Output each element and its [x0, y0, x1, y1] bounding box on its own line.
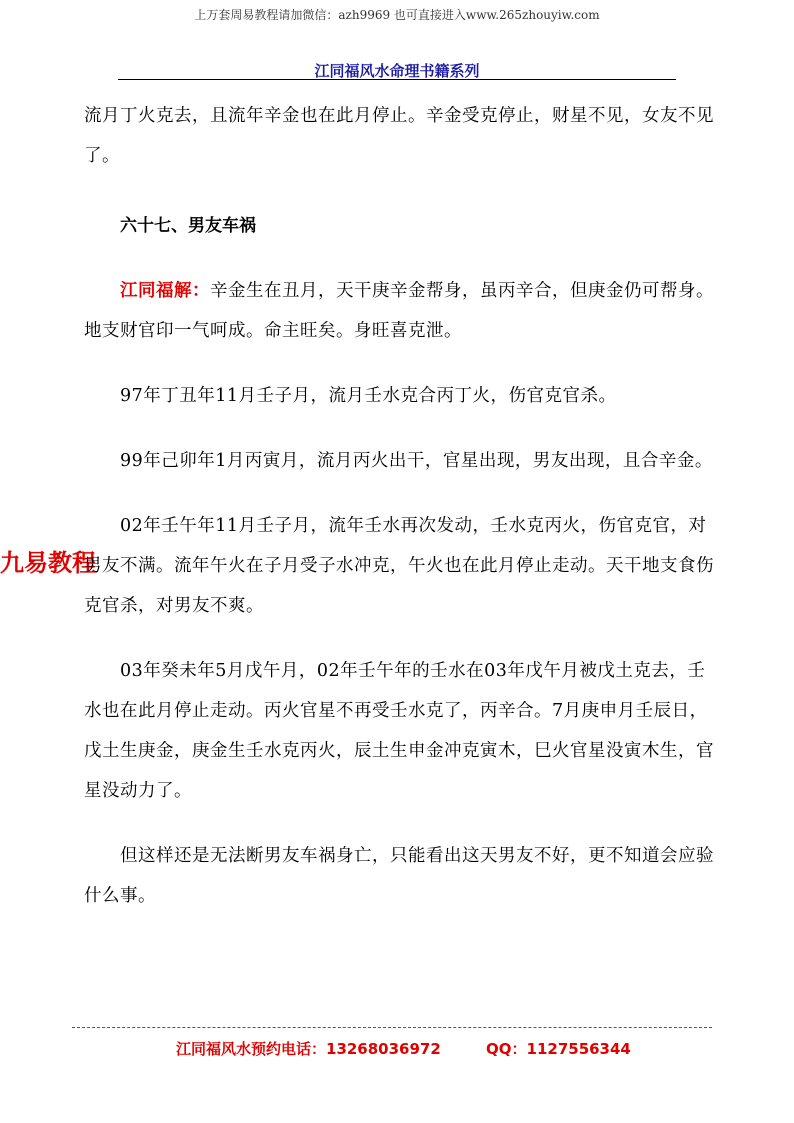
paragraph-1999: 99年己卯年1月丙寅月，流月丙火出干，官星出现，男友出现，且合辛金。: [120, 451, 713, 471]
top-notice: 上万套周易教程请加微信：azh9969 也可直接进入www.265zhouyiw.com: [194, 8, 600, 22]
page-content: [84, 96, 718, 941]
intro-paragraph: 流月丁火克去，且流年辛金也在此月停止。辛金受克停止，财星不见，女友不见了。: [84, 106, 714, 166]
analysis-text: 辛金生在丑月，天干庚辛金帮身，虽丙辛合，但庚金仍可帮身。地支财官印一气呵成。命主旺矣。身旺喜克泄。: [84, 281, 714, 341]
footer-phone: 江同福风水预约电话：13268036972: [176, 1040, 441, 1058]
paragraph-2002: 02年壬午年11月壬子月，流年壬水再次发动，壬水克丙火，伤官克官，对男友不满。流年午火在子月受子水冲克，午火也在此月停止走动。天干地支食伤克官杀，对男友不爽。: [84, 516, 714, 616]
header-divider: [118, 79, 676, 80]
watermark-text: 九易教程: [0, 549, 96, 577]
analysis-label: 江同福解：: [120, 281, 210, 301]
footer-divider: [72, 1027, 712, 1028]
paragraph-1997: 97年丁丑年11月壬子月，流月壬水克合丙丁火，伤官克官杀。: [120, 386, 617, 406]
series-title: 江同福风水命理书籍系列: [314, 62, 480, 80]
footer-qq: QQ：1127556344: [486, 1040, 631, 1058]
analysis-paragraph: [84, 271, 718, 351]
section-heading: 六十七、男友车祸: [120, 216, 256, 236]
paragraph-conclusion: 但这样还是无法断男友车祸身亡，只能看出这天男友不好，更不知道会应验什么事。: [84, 846, 714, 906]
paragraph-2003: 03年癸未年5月戊午月，02年壬午年的壬水在03年戊午月被戊土克去，壬水也在此月停止走动。丙火官星不再受壬水克了，丙辛合。7月庚申月壬辰日，戊土生庚金，庚金生壬水克丙火，辰土生申金冲克寅木，巳火官星没寅木生，官星没动力了。: [84, 661, 714, 801]
